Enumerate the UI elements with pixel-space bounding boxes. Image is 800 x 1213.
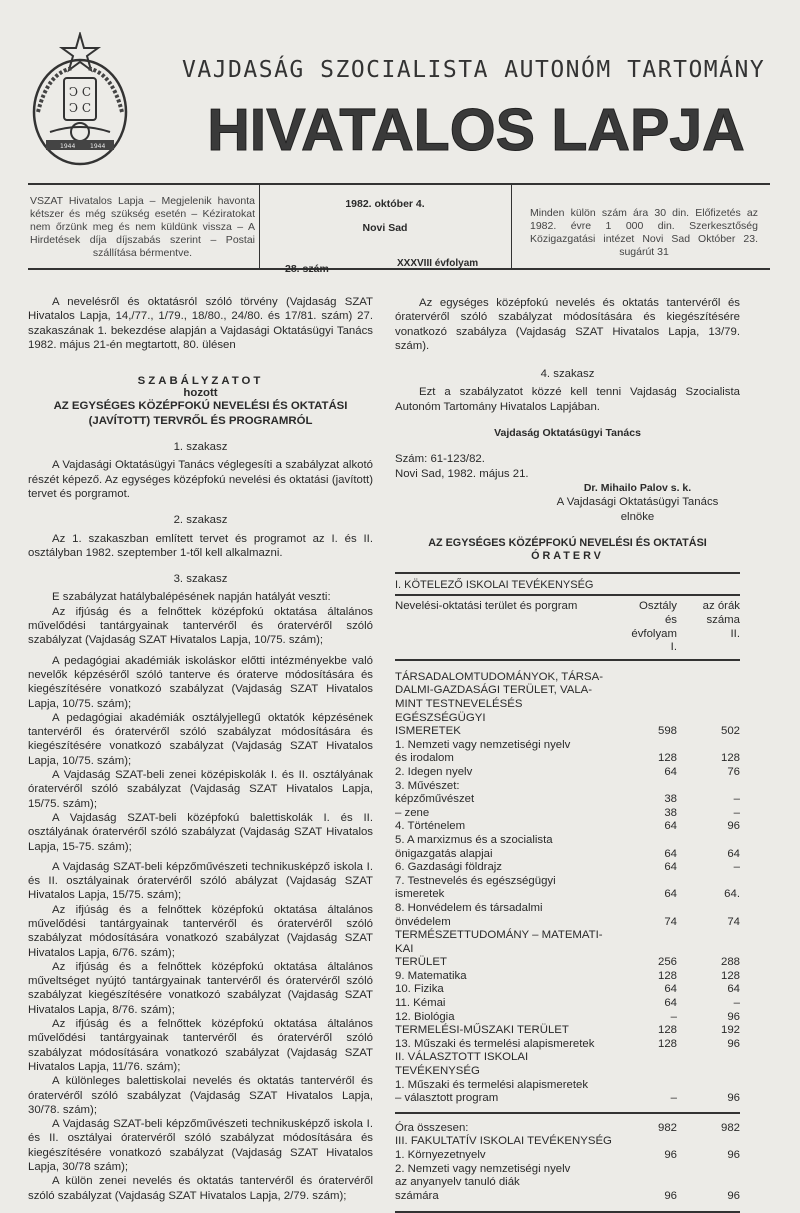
repealed-item: Az ifjúság és a felnőttek középfokú oktatása általános művelődési tantárgyainak tantervéről és óratervéről szóló szabályzat (Vajdaság SZAT Hivatalos Lapja, 10/75. szám); [28, 605, 373, 647]
right-column [395, 296, 740, 1213]
table-row [395, 929, 740, 970]
row-value-grade-1: 598 [657, 725, 677, 738]
preamble: A nevelésről és oktatásról szóló törvény (Vajdaság SZAT Hivatalos Lapja, 14,/77., 1/79., 18/80., 24/80. és 17/81. szám) 27. szakaszának 1. bekezdése alapján a Vajdasági Oktatásügyi Tanács 1982. május 21-én megtartott, 80. ülésen [28, 296, 373, 351]
row-label: 7. Testnevelés és egészségügyi ismeretek [395, 874, 556, 901]
section-text: Az 1. szakaszban említett tervet és programot az I. és II. osztályban 1982. szeptember 1-től kell alkalmazni. [28, 532, 373, 559]
repealed-item: Az ifjúság és a felnőttek középfokú oktatása általános művelődési tantárgyainak tantervéről és óratervéről szóló szabályzat módosítására vonatkozó szabályzat (Vajdaság SZAT Hivatalos Lapja, 6/76. szám); [28, 903, 373, 959]
masthead-subtitle: VAJDASÁG SZOCIALISTA AUTONÓM TARTOMÁNY [182, 57, 766, 83]
table-row [395, 780, 740, 807]
reference-number: Szám: 61-123/82. [395, 453, 485, 466]
row-value-grade-1: 64 [664, 820, 677, 833]
repealed-item: A Vajdaság SZAT-beli középfokú balettiskolák I. és II. osztályának óratervéről szóló szabályzat (Vajdaság SZAT Hivatalos Lapja, 15-75. szám); [28, 811, 373, 853]
repealed-item: Az egységes középfokú nevelés és oktatás tantervéről és óratervéről szóló szabályzat módosítására és kiegészítésére vonatkozó szabályza (Vajdaság SZAT Hivatalos Lapja, 13/79. szám). [395, 297, 740, 352]
table-rule [395, 659, 740, 661]
plan-title: AZ EGYSÉGES KÖZÉPFOKÚ NEVELÉSI ÉS OKTATÁSI [428, 536, 707, 549]
hours-table-total [395, 1122, 740, 1136]
section-heading: 1. szakasz [173, 441, 228, 454]
row-value-grade-2: 502 [720, 725, 740, 738]
table-section-title: I. KÖTELEZŐ ISKOLAI TEVÉKENYSÉG [395, 579, 594, 592]
table-row [395, 983, 740, 997]
table-row [395, 1011, 740, 1025]
row-value-grade-2: 192 [720, 1024, 740, 1037]
row-value-grade-1: 128 [657, 752, 677, 765]
column-header-hours: az órák száma II. [702, 600, 740, 640]
table-row [395, 1079, 740, 1106]
table-row [395, 970, 740, 984]
row-value-grade-1: 64 [664, 888, 677, 901]
row-label: 10. Fizika [395, 983, 444, 996]
row-value-grade-2: 128 [720, 752, 740, 765]
row-label: 8. Honvédelem és társadalmi önvédelem [395, 901, 543, 928]
table-row [395, 1038, 740, 1052]
row-value-grade-2: 96 [727, 1149, 740, 1162]
table-row [395, 807, 740, 821]
section-text: E szabályzat hatálybalépésének napján hatályát veszti: [52, 591, 331, 604]
section-text: Ezt a szabályzatot közzé kell tenni Vajdaság Szocialista Autonóm Tartomány Hivatalos Lapjában. [395, 386, 740, 413]
table-row [395, 1024, 740, 1038]
row-value-grade-2 [677, 1051, 740, 1078]
row-value-grade-1: 64 [664, 997, 677, 1010]
row-label: 1. Környezetnyelv [395, 1149, 486, 1162]
repealed-item: A Vajdaság SZAT-beli képzőművészeti technikusképző iskola I. és II. osztályai óratervéről szóló szabályzat módosítására és kiegészítésére vonatkozó szabályzat (Vajdaság SZAT Hivatalos Lapja, 30/78 szám); [28, 1118, 373, 1174]
table-header-row [395, 596, 740, 654]
svg-text:1944: 1944 [60, 143, 76, 150]
document-verb: hozott [183, 387, 218, 400]
row-value-grade-2: 982 [720, 1121, 740, 1134]
row-value-grade-2: 64 [727, 847, 740, 860]
hours-table-body [395, 671, 740, 1106]
row-label: III. FAKULTATÍV ISKOLAI TEVÉKENYSÉG [395, 1135, 612, 1148]
row-value-grade-2: 74 [727, 915, 740, 928]
row-value-grade-1 [615, 1051, 677, 1078]
table-row [395, 1163, 740, 1204]
row-value-grade-2: 128 [720, 969, 740, 982]
table-row [395, 1149, 740, 1163]
volume-number: XXXVIII évfolyam [397, 258, 479, 269]
table-row [395, 739, 740, 766]
row-value-grade-2 [677, 1135, 740, 1149]
svg-text:1944: 1944 [90, 143, 106, 150]
column-header-area: Nevelési-oktatási terület és porgram [395, 600, 578, 613]
row-value-grade-1: – [670, 1010, 677, 1023]
masthead-title-text: HIVATALOS LAPJA [207, 97, 745, 163]
row-label: 5. A marxizmus és a szocialista önigazgatás alapjai [395, 833, 553, 860]
row-value-grade-1: 64 [664, 983, 677, 996]
table-row [395, 671, 740, 739]
signatory-role: elnöke [620, 510, 655, 523]
row-label: 9. Matematika [395, 969, 467, 982]
row-value-grade-2: 64 [727, 983, 740, 996]
table-row [395, 902, 740, 929]
hours-table-optional [395, 1135, 740, 1203]
row-label: 1. Műszaki és termelési alapismeretek – választott program [395, 1078, 589, 1105]
table-row [395, 1135, 740, 1149]
section-heading: 3. szakasz [173, 573, 228, 586]
row-label: TERMELÉSI-MŰSZAKI TERÜLET [395, 1024, 569, 1037]
row-value-grade-1: 256 [657, 956, 677, 969]
table-rule [395, 1112, 740, 1114]
row-value-grade-2: 288 [720, 956, 740, 969]
issue-number: 28. szám [285, 263, 329, 275]
row-value-grade-1: 38 [664, 806, 677, 819]
section-heading: 4. szakasz [540, 368, 595, 381]
row-value-grade-2: 76 [727, 765, 740, 778]
table-row [395, 861, 740, 875]
row-label: 2. Idegen nyelv [395, 765, 473, 778]
repealed-item: A pedagógiai akadémiák iskoláskor előtti intézményekbe való nevelők képzéséről szóló tanterve és óraterve módosítására és kiegészítésére vonatkozó szabályzat (Vajdaság SZAT Hivatalos Lapja, 10/75. szám); [28, 654, 373, 710]
row-value-grade-2: 96 [727, 1010, 740, 1023]
row-label: Óra összesen: [395, 1121, 469, 1134]
row-label: 4. Történelem [395, 820, 466, 833]
row-value-grade-2: 96 [727, 1037, 740, 1050]
repealed-item: Az ifjúság és a felnőttek középfokú oktatása általános művelődési tantárgyainak tantervéről és óratervéről szóló szabályzat módosítására vonatkozó szabályzat (Vajdaság SZAT Hivatalos Lapja, 11/76. szám); [28, 1018, 373, 1073]
row-label: TÁRSADALOMTUDOMÁNYOK, TÁRSA- DALMI-GAZDASÁGI TERÜLET, VALA- MINT TESTNEVELÉSÉS EGÉSZSÉGÜGYI ISMERETEK [395, 670, 604, 738]
subscription-notice: Minden külön szám ára 30 din. Előfizetés az 1982. évre 1 000 din. Szerkesztőség Közigazgatási intézet Novi Sad Október 23. sugárút 31 [530, 207, 758, 258]
issue-date: 1982. október 4. [345, 198, 425, 210]
document-title: AZ EGYSÉGES KÖZÉPFOKÚ NEVELÉSI ÉS OKTATÁSI (JAVÍTOTT) TERVRŐL ÉS PROGRAMRÓL [53, 400, 348, 427]
repealed-item: A külön zenei nevelés és oktatás tantervéről és óratervéről szóló szabályzat (Vajdaság SZAT Hivatalos Lapja, 2/79. szám); [28, 1175, 373, 1202]
repealed-item: A pedagógiai akadémiák osztályjellegű oktatók képzésének tantervéről és óratervéről szóló szabályzat módosítására és kiegészítésére vonatkozó szabályzat (Vajdaság SZAT Hivatalos Lapja, 10/75. szám); [28, 711, 373, 767]
svg-text:Ͻ C: Ͻ C [68, 85, 92, 99]
plan-subtitle: ÓRATERV [531, 550, 604, 563]
header-divider [511, 184, 512, 269]
table-row [395, 1051, 740, 1078]
table-row-total [395, 1122, 740, 1136]
table-row [395, 820, 740, 834]
signatory-role: A Vajdasági Oktatásügyi Tanács [556, 496, 719, 509]
section-text: A Vajdasági Oktatásügyi Tanács véglegesíti a szabályzat alkotó részét képező. Az egységes középfokú nevelési és oktatási (javított) tervet és porgramot. [28, 459, 373, 500]
row-label: II. VÁLASZTOTT ISKOLAI TEVÉKENYSÉG [395, 1051, 529, 1078]
row-value-grade-2: – [733, 793, 740, 806]
row-value-grade-1: 982 [657, 1121, 677, 1134]
place-date: Novi Sad, 1982. május 21. [395, 467, 529, 480]
row-value-grade-1: 96 [664, 1149, 677, 1162]
header-top-rule [28, 183, 770, 185]
row-value-grade-2: – [733, 806, 740, 819]
table-row [395, 997, 740, 1011]
table-row [395, 834, 740, 861]
row-label: 12. Biológia [395, 1010, 455, 1023]
row-value-grade-1: – [670, 1092, 677, 1105]
row-value-grade-1: 64 [664, 765, 677, 778]
column-header-grade: Osztály és évfolyam I. [631, 600, 677, 654]
row-value-grade-2: 96 [727, 1189, 740, 1202]
row-value-grade-1: 128 [657, 969, 677, 982]
row-label: – zene [395, 806, 430, 819]
row-value-grade-1: 96 [664, 1189, 677, 1202]
row-label: 13. Műszaki és termelési alapismeretek [395, 1037, 595, 1050]
publication-notice: VSZAT Hivatalos Lapja – Megjelenik havonta kétszer és még szükség esetén – Kéziratokat nem őrzünk meg és nem küldünk vissza – A Hirdetések díja díjszabás szerint – Postai szállítása bérmentve. [30, 195, 255, 259]
row-value-grade-1: 38 [664, 793, 677, 806]
issuing-body: Vajdaság Oktatásügyi Tanács [494, 427, 641, 440]
row-label: 3. Művészet: képzőművészet [395, 779, 475, 806]
svg-text:Ͻ C: Ͻ C [68, 101, 92, 115]
signatory-name: Dr. Mihailo Palov s. k. [583, 481, 692, 494]
repealed-item: A különleges balettiskolai nevelés és oktatás tantervéről és óratervéről szóló szabályzat (Vajdaság SZAT Hivatalos Lapja, 30/78. szám); [28, 1075, 373, 1116]
document-type: SZABÁLYZATOT [137, 375, 264, 388]
row-value-grade-1 [615, 1135, 677, 1149]
hours-table [395, 596, 740, 654]
row-value-grade-2: 96 [727, 820, 740, 833]
issue-city: Novi Sad [362, 222, 408, 234]
coat-of-arms-emblem [28, 32, 132, 168]
row-value-grade-1: 128 [657, 1037, 677, 1050]
repealed-item: A Vajdaság SZAT-beli képzőművészeti technikusképző iskola I. és II. osztályainak óratervéről szóló abályzat (Vajdaság SZAT Hivatalos Lapja, 15/75. szám); [28, 860, 373, 902]
row-value-grade-1: 64 [664, 847, 677, 860]
row-value-grade-2: – [733, 861, 740, 874]
row-value-grade-1: 128 [657, 1024, 677, 1037]
left-column [28, 295, 373, 1203]
row-label: 11. Kémai [395, 997, 446, 1010]
table-row [395, 766, 740, 780]
row-value-grade-2: – [733, 997, 740, 1010]
row-label: 6. Gazdasági földrajz [395, 861, 503, 874]
row-label: 2. Nemzeti vagy nemzetiségi nyelv az anyanyelv tanuló diák számára [395, 1162, 571, 1202]
row-label: 1. Nemzeti vagy nemzetiségi nyelv és irodalom [395, 738, 571, 765]
row-value-grade-1: 74 [664, 915, 677, 928]
row-label: TERMÉSZETTUDOMÁNY – MATEMATI- KAI TERÜLET [395, 929, 603, 969]
repealed-item: A Vajdaság SZAT-beli zenei középiskolák I. és II. osztályának óratervéről szóló szabályzat (Vajdaság SZAT Hivatalos Lapja, 15/75. szám); [28, 769, 373, 810]
section-heading: 2. szakasz [173, 514, 228, 527]
row-value-grade-2: 96 [727, 1092, 740, 1105]
masthead-title [180, 92, 772, 168]
repealed-item: Az ifjúság és a felnőttek középfokú oktatása általános műveltséget nyújtó tantárgyainak tantervéről és óratervéről szóló szabályzat kiegészítésére vonatkozó szabályzat (Vajdaság SZAT Hivatalos Lapja, 8/76. szám); [28, 960, 373, 1016]
row-value-grade-1: 64 [664, 861, 677, 874]
table-row [395, 875, 740, 902]
row-value-grade-2: 64. [724, 888, 740, 901]
